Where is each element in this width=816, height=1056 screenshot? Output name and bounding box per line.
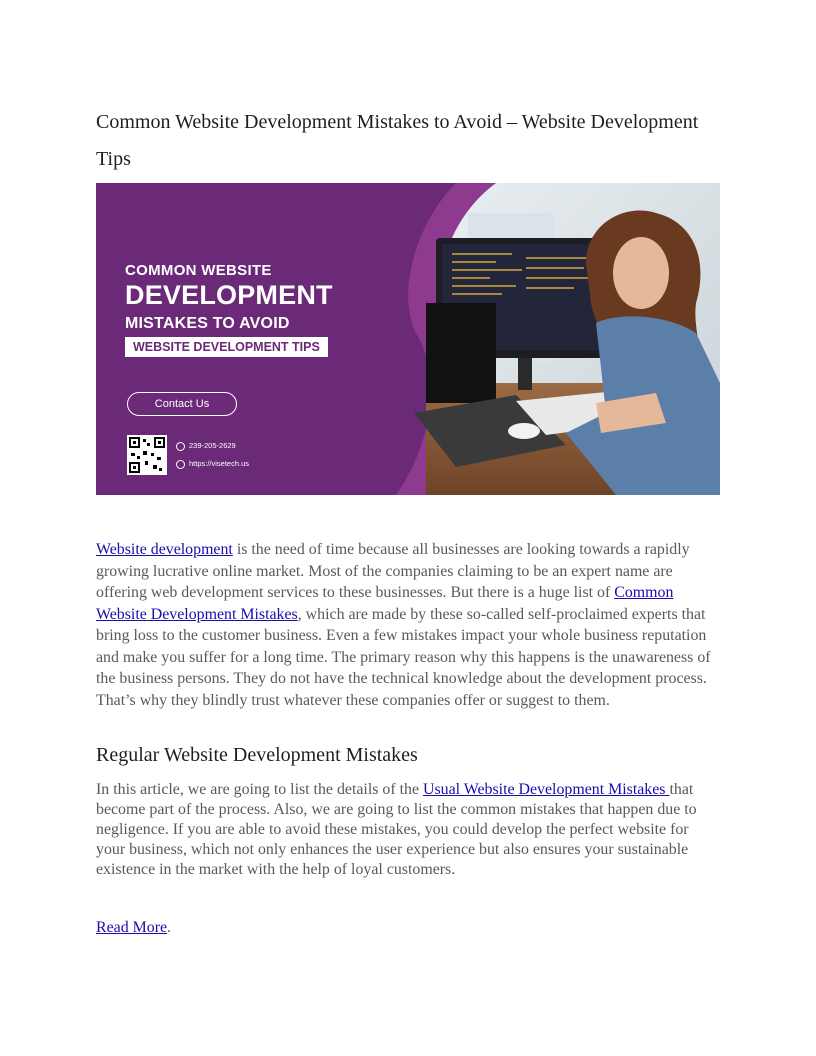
usual-mistakes-link[interactable]: Usual Website Development Mistakes [423, 781, 670, 798]
hero-banner-image [96, 183, 720, 495]
read-more-link[interactable]: Read More [96, 919, 168, 936]
qr-code-icon [127, 435, 167, 475]
website-info [176, 459, 249, 469]
phone-number: 239-205-2629 [189, 441, 236, 450]
phone-info [176, 441, 236, 451]
read-more-paragraph: Read More. [96, 919, 172, 936]
banner-line-2: DEVELOPMENT [125, 280, 333, 310]
section-heading: Regular Website Development Mistakes [96, 744, 418, 766]
banner-line-3: MISTAKES TO AVOID [125, 315, 290, 332]
website-url: https://visetech.us [189, 459, 250, 468]
banner-line-1: COMMON WEBSITE [125, 262, 272, 279]
intro-paragraph: Website development is the need of time because all businesses are looking towards a rapidly growing lucrative online market. Most of the companies claiming to be an expert name are offering web development services to these businesses. But there is a huge list of Common Website Development Mistakes, which are made by these so-called self-proclaimed experts that bring loss to the customer business. Even a few mistakes impact your whole business reputation and make you suffer for a long time. The primary reason why this happens is the unawareness of the business persons. They do not have the technical knowledge about the development process. That’s why they blindly trust whatever these companies offer or suggest to them. [96, 541, 711, 709]
contact-us-button: Contact Us [127, 392, 237, 416]
globe-icon [176, 460, 185, 469]
banner-tag: WEBSITE DEVELOPMENT TIPS [125, 337, 328, 357]
common-mistakes-link[interactable]: Common Website Development Mistakes [96, 584, 674, 623]
phone-icon [176, 442, 185, 451]
article-paragraph: In this article, we are going to list the details of the Usual Website Development Mistakes that become part of the process. Also, we are going to list the common mistakes that happen due to negligence. If you are able to avoid these mistakes, you could develop the perfect website for your business, which not only enhances the user experience but also ensures your sustainable existence in the market with the help of loyal customers. [96, 781, 697, 878]
website-development-link[interactable]: Website development [96, 541, 233, 558]
page-title: Common Website Development Mistakes to Avoid – Website Development Tips [96, 111, 699, 170]
